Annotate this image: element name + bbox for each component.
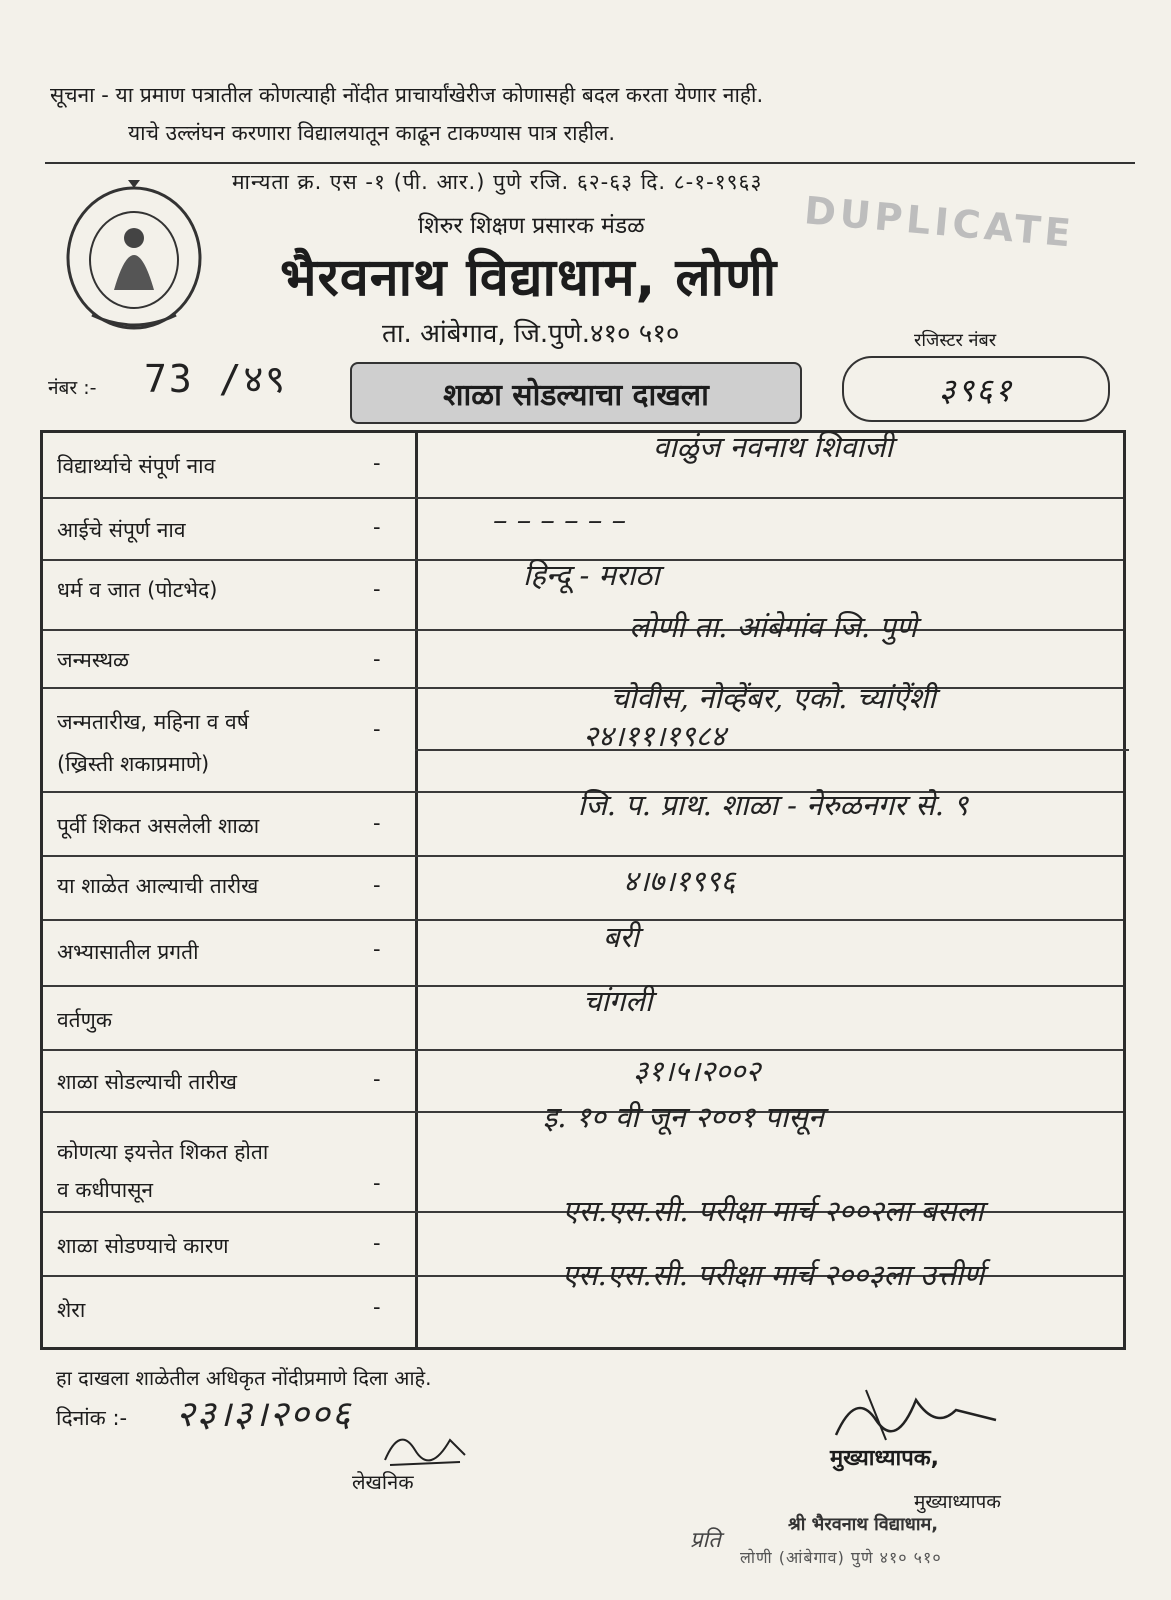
row-value: चोवीस, नोव्हेंबर, एको. च्यांऐंशी: [610, 681, 936, 715]
header-divider: [45, 162, 1135, 164]
table-row-remarks: [43, 1258, 1123, 1347]
row-label: शाळा सोडण्याचे कारण: [57, 1234, 229, 1258]
school-name: भैरवनाथ विद्याधाम, लोणी: [280, 248, 778, 308]
row-label: अभ्यासातील प्रगती: [57, 940, 199, 964]
register-number-label: रजिस्टर नंबर: [914, 330, 997, 351]
table-row-conduct: [43, 985, 1123, 1049]
inner-rule: [415, 749, 1129, 751]
school-emblem-icon: [62, 180, 207, 335]
row-value: लोणी ता. आंबेगांव जि. पुणे: [629, 610, 917, 644]
row-value: इ. १० वी जून २००१ पासून: [543, 1100, 824, 1134]
row-value: ३१।५।२००२: [633, 1054, 761, 1088]
duplicate-stamp: DUPLICATE: [802, 188, 1077, 256]
row-value: चांगली: [583, 984, 653, 1018]
table-row-mother-name: [43, 497, 1123, 559]
row-label: या शाळेत आल्याची तारीख: [57, 874, 259, 898]
certificate-title: शाळा सोडल्याचा दाखला: [350, 362, 802, 424]
row-value: एस.एस.सी. परीक्षा मार्च २००२ला बसला: [562, 1194, 984, 1228]
notice-line-1: सूचना - या प्रमाण पत्रातील कोणत्याही नोंदीत प्राचार्यांखेरीज कोणासही बदल करता येणार नाही.: [50, 83, 764, 107]
row-label: विद्यार्थ्याचे संपूर्ण नाव: [57, 454, 216, 478]
row-dash: -: [373, 1171, 381, 1195]
school-address: ता. आंबेगाव, जि.पुणे.४१० ५१०: [382, 319, 680, 349]
certificate-number-label: नंबर :-: [48, 377, 97, 399]
row-label-2: व कधीपासून: [57, 1178, 154, 1202]
row-label: आईचे संपूर्ण नाव: [57, 518, 186, 542]
headmaster-title-2: मुख्याध्यापक: [914, 1491, 1001, 1513]
row-label: शाळा सोडल्याची तारीख: [57, 1070, 237, 1094]
row-value: एस.एस.सी. परीक्षा मार्च २००३ला उत्तीर्ण: [561, 1258, 985, 1292]
row-value: वाळुंज नवनाथ शिवाजी: [653, 430, 893, 464]
recognition-number: मान्यता क्र. एस -१ (पी. आर.) पुणे रजि. ६२-६३ दि. ८-१-१९६३: [232, 170, 763, 194]
date-value: २३।३।२००६: [176, 1394, 353, 1435]
row-dash: -: [373, 937, 381, 961]
clerk-signature-icon: [380, 1420, 470, 1470]
row-value: बरी: [603, 920, 639, 954]
register-number-value: ३९६१: [842, 356, 1110, 422]
row-label: वर्तणुक: [57, 1008, 112, 1032]
row-label: शेरा: [57, 1298, 86, 1322]
notice: [50, 76, 1050, 152]
headmaster-signature-icon: [826, 1380, 1006, 1450]
table-row-progress: [43, 919, 1123, 985]
headmaster-title: मुख्याध्यापक,: [830, 1446, 939, 1471]
row-dash: -: [373, 1231, 381, 1255]
table-row-student-name: [43, 430, 1123, 497]
row-dash: -: [373, 1067, 381, 1091]
row-label: पूर्वी शिकत असलेली शाळा: [57, 814, 260, 838]
row-dash: -: [373, 647, 381, 671]
row-dash: -: [373, 873, 381, 897]
headmaster-school: श्री भैरवनाथ विद्याधाम,: [788, 1514, 939, 1535]
headmaster-address: लोणी (आंबेगाव) पुणे ४१० ५१०: [740, 1548, 942, 1567]
row-label-2: (ख्रिस्ती शकाप्रमाणे): [57, 752, 210, 776]
stamp-word: प्रति: [690, 1528, 721, 1553]
table-row-birthdate: [43, 681, 1123, 791]
footer-note: हा दाखला शाळेतील अधिकृत नोंदीप्रमाणे दिला आहे.: [56, 1366, 432, 1390]
table-row-previous-school: [43, 788, 1123, 855]
row-label: कोणत्या इयत्तेत शिकत होता: [57, 1140, 269, 1164]
row-value: जि. प. प्राथ. शाळा - नेरुळनगर से. ९: [577, 788, 969, 822]
board-name: शिरुर शिक्षण प्रसारक मंडळ: [418, 213, 645, 239]
certificate-number-value: 73 /४९: [144, 357, 288, 401]
row-dash: -: [373, 577, 381, 601]
row-dash: -: [373, 515, 381, 539]
row-value: – – – – – –: [493, 503, 627, 537]
row-dash: -: [373, 811, 381, 835]
table-row-admission-date: [43, 855, 1123, 919]
row-dash: -: [373, 451, 381, 475]
row-label: धर्म व जात (पोटभेद): [57, 578, 218, 602]
row-dash: -: [373, 1295, 381, 1319]
row-value-2: २४।११।१९८४: [583, 719, 726, 753]
row-value: ४।७।१९९६: [623, 864, 736, 898]
details-table: [40, 430, 1126, 1350]
row-value: हिन्दू - मराठा: [523, 558, 660, 592]
date-label: दिनांक :-: [56, 1406, 128, 1430]
row-label: जन्मस्थळ: [57, 648, 129, 672]
row-dash: -: [373, 717, 381, 741]
row-label: जन्मतारीख, महिना व वर्ष: [57, 710, 249, 734]
notice-line-2: याचे उल्लंघन करणारा विद्यालयातून काढून टाकण्यास पात्र राहील.: [128, 121, 616, 145]
clerk-label: लेखनिक: [352, 1470, 414, 1494]
